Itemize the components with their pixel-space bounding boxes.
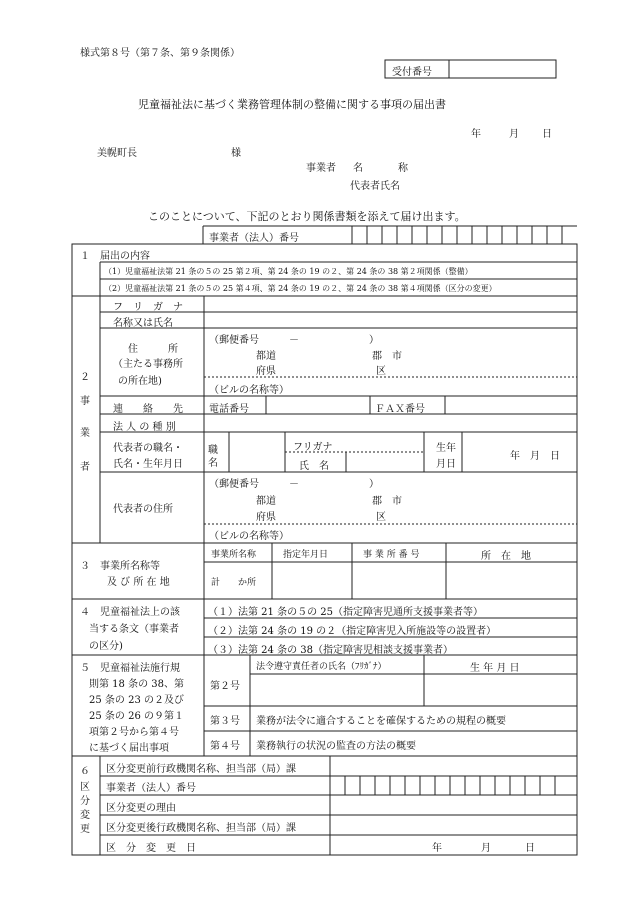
name-label: 名称又は氏名	[113, 318, 173, 329]
address-label-2: （主たる事務所	[113, 359, 183, 370]
rep-address-label: 代表者の住所	[113, 504, 173, 515]
change-reason-field[interactable]	[332, 796, 575, 814]
honorific: 様	[231, 148, 241, 159]
section6-side-4: 更	[80, 824, 90, 835]
item-no4-label: 第４号	[210, 741, 240, 752]
section6-side-3: 変	[80, 810, 90, 821]
gun-shi: 郡 市	[372, 351, 402, 362]
category-option-3[interactable]: （３）法第 24 条の 38（指定障害児相談支援事業者）	[208, 645, 453, 656]
intro-text: このことについて、下記のとおり関係書類を添えて届け出ます。	[148, 210, 466, 223]
section5-title-6: に基づく届出事項	[89, 743, 169, 754]
section5-title-3: 25 条の 23 の２及び	[89, 695, 184, 706]
change-date-month: 月	[481, 843, 491, 854]
fax-label: ＦＡＸ番号	[375, 404, 425, 415]
tel-label: 電話番号	[209, 404, 249, 415]
section3-title-1: ３ 事業所名称等	[80, 561, 160, 572]
change-date-year: 年	[432, 843, 442, 854]
applicant-name-label-b: 称	[398, 163, 408, 174]
rep-prefecture-to-do: 都道	[256, 496, 276, 507]
item-no2-label: 第２号	[210, 681, 240, 692]
col-office-name: 事業所名称	[211, 550, 257, 560]
category-option-1[interactable]: （１）法第 21 条の５の 25（指定障害児通所支援事業者等）	[208, 607, 483, 618]
furigana-field[interactable]	[206, 297, 575, 311]
addressee: 美幌町長	[97, 148, 137, 159]
compliance-birth-label: 生 年 月 日	[470, 663, 520, 674]
section2-side-c: 者	[80, 462, 90, 473]
rep-ku: 区	[376, 512, 386, 523]
birth-label-b: 月日	[436, 459, 456, 470]
col-designation-date: 指定年月日	[283, 550, 329, 560]
change-date-day: 日	[525, 843, 535, 854]
job-title-label-a: 職	[208, 445, 218, 456]
section4-title-1: ４ 児童福祉法上の該	[80, 607, 180, 618]
receipt-number-label: 受付番号	[392, 67, 432, 78]
rep-postal-code[interactable]: （郵便番号 － ）	[209, 479, 379, 490]
birth-date-ymd[interactable]: 年 月 日	[510, 451, 560, 462]
page-title: 児童福祉法に基づく業務管理体制の整備に関する事項の届出書	[138, 98, 446, 111]
section3-title-2: 及 び 所 在 地	[107, 577, 170, 588]
furigana-label: フ リ ガ ナ	[113, 302, 183, 313]
postal-code[interactable]: （郵便番号 － ）	[209, 335, 379, 346]
corp-type-label: 法 人 の 種 別	[113, 422, 176, 433]
section1-title: １ 届出の内容	[80, 251, 150, 262]
prefecture-to-do: 都道	[256, 351, 276, 362]
corp-type-field[interactable]	[206, 415, 575, 431]
form-number: 様式第８号（第７条、第９条関係）	[80, 48, 240, 59]
compliance-officer-label: 法令遵守責任者の氏名（ﾌﾘｶﾞﾅ）	[256, 662, 387, 672]
job-title-label-b: 名	[208, 458, 218, 469]
item-no4-text: 業務執行の状況の監査の方法の概要	[256, 741, 416, 752]
change-date-label: 区 分 変 更 日	[106, 843, 196, 854]
section2-number: ２	[80, 372, 90, 383]
ku: 区	[376, 366, 386, 377]
compliance-birth-field[interactable]	[426, 676, 575, 704]
corp-number-label: 事業者（法人）番号	[209, 233, 299, 244]
section5-title-1: ５ 児童福祉法施行規	[80, 663, 180, 674]
rep-label-2: 氏名・生年月日	[113, 459, 183, 470]
date-month-label: 月	[509, 129, 519, 140]
contact-label: 連 絡 先	[113, 404, 183, 415]
applicant-label: 事業者	[306, 163, 336, 174]
rep-label-1: 代表者の職名・	[113, 443, 183, 454]
pre-change-agency-label: 区分変更前行政機関名称、担当部（局）課	[106, 764, 296, 775]
prefecture-fu-ken: 府県	[256, 366, 276, 377]
pre-change-agency-field[interactable]	[332, 757, 575, 775]
item-no3-label: 第３号	[210, 716, 240, 727]
section6-number: ６	[80, 766, 90, 777]
address-label-3: の所在地)	[118, 376, 162, 387]
representative-label: 代表者氏名	[350, 181, 400, 192]
section4-title-2: 当する条文（事業者	[89, 624, 179, 635]
section2-side-b: 業	[80, 428, 90, 439]
rep-building-name[interactable]: （ビルの名称等）	[209, 531, 289, 542]
col-office-number: 事 業 所 番 号	[363, 550, 420, 560]
fax-field[interactable]	[447, 397, 575, 413]
applicant-name-label-a: 名	[353, 163, 363, 174]
post-change-agency-label: 区分変更後行政機関名称、担当部（局）課	[106, 823, 296, 834]
change-reason-label: 区分変更の理由	[106, 803, 176, 814]
notification-option-2[interactable]: （2）児童福祉法第 21 条の５の 25 第４項、第 24 条の 19 の２、第 24 条の 38 第４項関係（区分の変更）	[104, 284, 497, 293]
section2-side-a: 事	[80, 396, 90, 407]
category-option-2[interactable]: （２）法第 24 条の 19 の２（指定障害児入所施設等の設置者）	[208, 626, 497, 637]
section6-side-2: 分	[80, 796, 90, 807]
building-name[interactable]: （ビルの名称等）	[209, 385, 289, 396]
section6-side-1: 区	[80, 782, 90, 793]
section5-title-5: 項第２号から第４号	[89, 727, 179, 738]
rep-furigana-label: フリガナ	[293, 442, 333, 453]
birth-label-a: 生年	[436, 443, 456, 454]
change-corp-number-label: 事業者（法人）番号	[106, 783, 196, 794]
section4-title-3: の区分)	[89, 641, 123, 652]
rep-name-label: 氏 名	[299, 461, 329, 472]
compliance-officer-field[interactable]	[252, 676, 422, 704]
tel-field[interactable]	[268, 397, 368, 413]
post-change-agency-field[interactable]	[332, 816, 575, 834]
notification-option-1[interactable]: （1）児童福祉法第 21 条の５の 25 第２項、第 24 条の 19 の２、第 24 条の 38 第２項関係（整備）	[104, 267, 473, 276]
date-day-label: 日	[542, 129, 552, 140]
section5-title-2: 則第 18 条の 38、第	[89, 679, 184, 690]
rep-prefecture-fu-ken: 府県	[256, 512, 276, 523]
date-year-label: 年	[471, 129, 481, 140]
address-label-1: 住 所	[128, 344, 178, 355]
item-no3-text: 業務が法令に適合することを確保するための規程の概要	[256, 716, 506, 727]
col-location: 所 在 地	[481, 551, 531, 562]
name-field[interactable]	[206, 313, 575, 327]
rep-gun-shi: 郡 市	[372, 496, 402, 507]
receipt-number-field[interactable]	[451, 61, 555, 77]
office-total-count[interactable]: 計 か所	[211, 578, 257, 588]
section5-title-4: 25 条の 26 の９第１	[89, 711, 184, 722]
